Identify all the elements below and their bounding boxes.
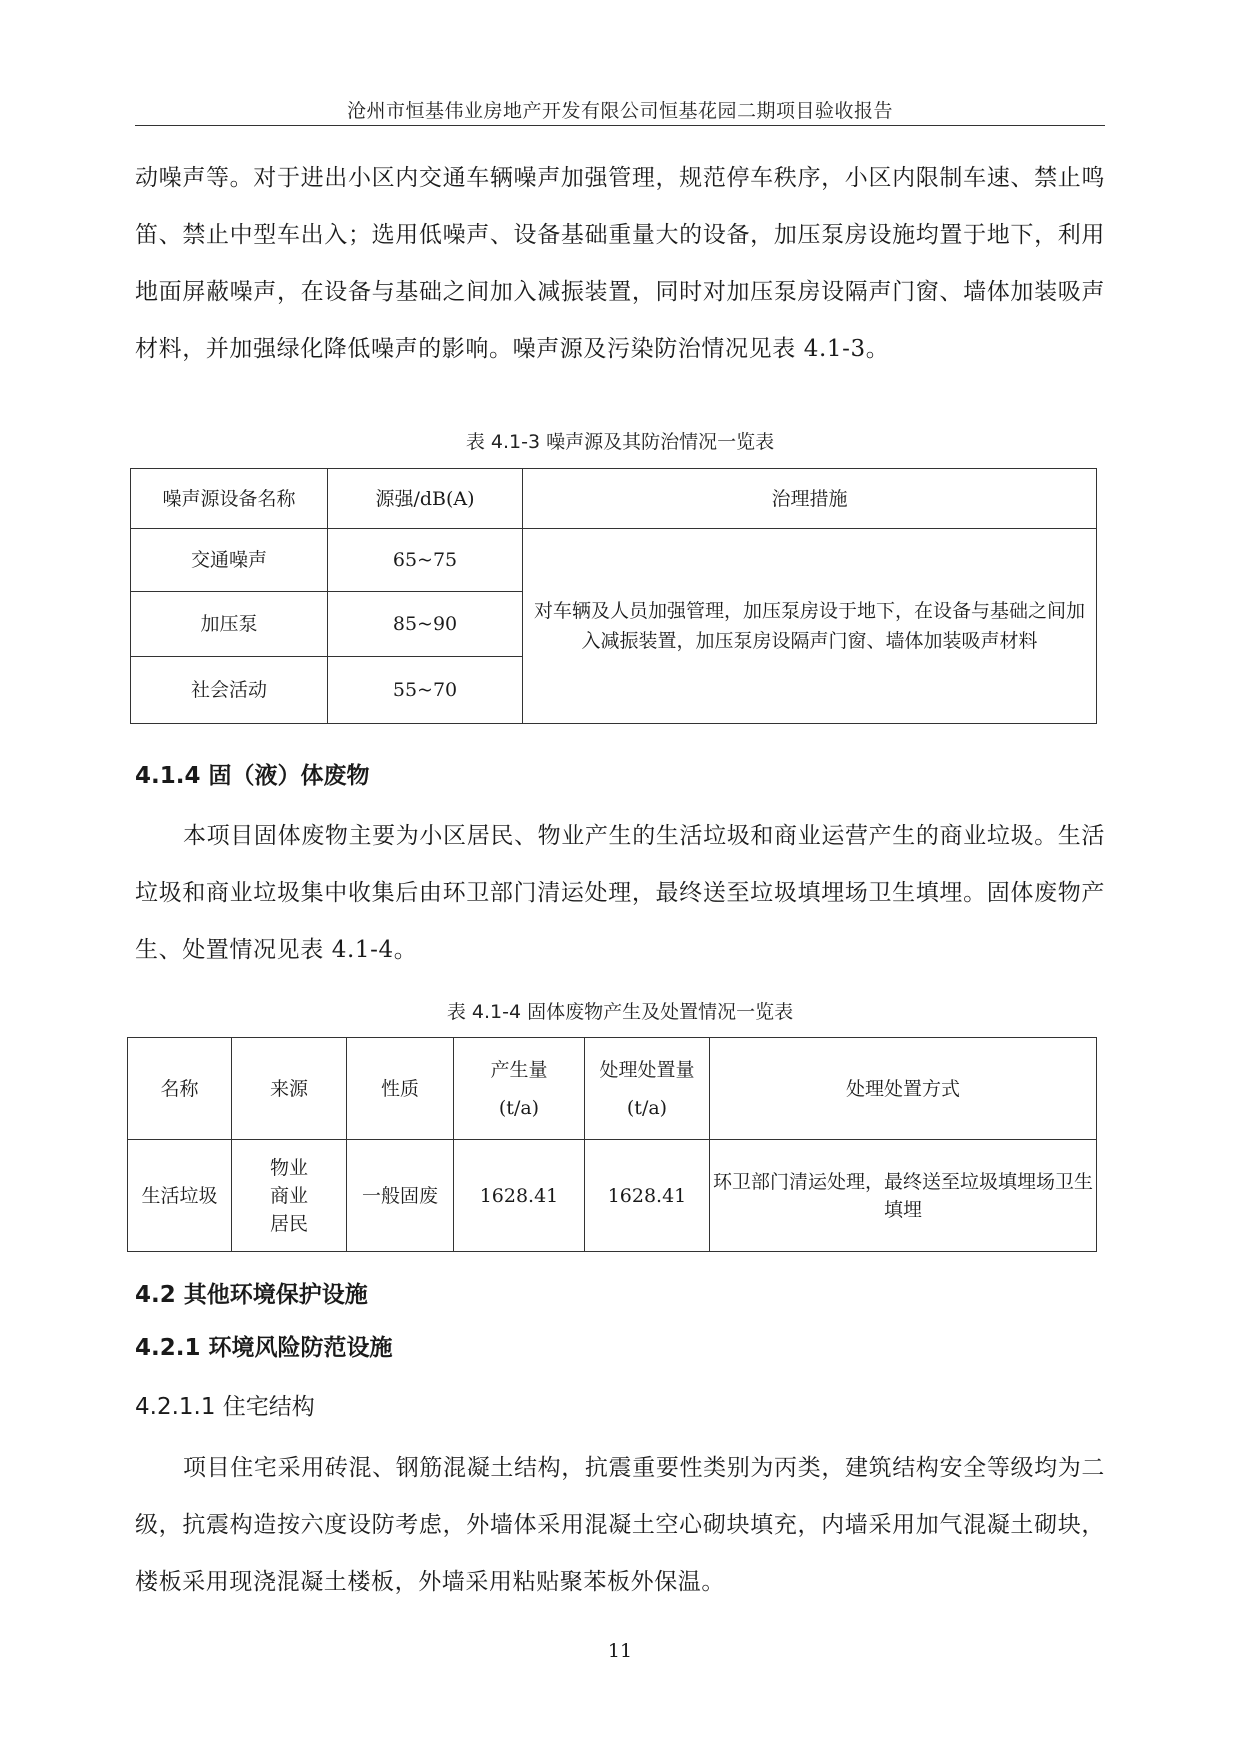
table1-caption: 表 4.1-3 噪声源及其防治情况一览表 bbox=[465, 431, 775, 453]
noise-level: 55~70 bbox=[328, 657, 523, 724]
section-heading-4-2-1: 4.2.1 环境风险防范设施 bbox=[135, 1335, 393, 1361]
section-heading-4-2-1-1: 4.2.1.1 住宅结构 bbox=[135, 1394, 315, 1420]
waste-source: 物业 bbox=[269, 1156, 308, 1179]
section-heading-4-2: 4.2 其他环境保护设施 bbox=[135, 1282, 368, 1308]
waste-disposed: 1628.41 bbox=[585, 1140, 710, 1252]
col-header-method: 处理处置方式 bbox=[710, 1038, 1097, 1140]
document-header: 沧州市恒基伟业房地产开发有限公司恒基花园二期项目验收报告 bbox=[346, 100, 893, 122]
waste-source: 商业 bbox=[269, 1184, 308, 1207]
disposed-unit: (t/a) bbox=[626, 1096, 668, 1119]
disposed-label: 处理处置量 bbox=[599, 1058, 695, 1081]
noise-level: 65~75 bbox=[328, 529, 523, 592]
col-header-source-name: 噪声源设备名称 bbox=[131, 469, 328, 529]
waste-nature: 一般固废 bbox=[347, 1140, 454, 1252]
produced-label: 产生量 bbox=[490, 1058, 548, 1081]
noise-level: 85~90 bbox=[328, 592, 523, 657]
page-number: 11 bbox=[607, 1640, 633, 1662]
table-row bbox=[131, 529, 1097, 592]
header-rule bbox=[135, 125, 1105, 126]
col-header-disposed bbox=[585, 1038, 710, 1140]
table2-caption: 表 4.1-4 固体废物产生及处置情况一览表 bbox=[446, 1001, 794, 1023]
col-header-name: 名称 bbox=[128, 1038, 232, 1140]
col-header-produced bbox=[454, 1038, 585, 1140]
col-header-source: 来源 bbox=[232, 1038, 347, 1140]
noise-measure: 对车辆及人员加强管理，加压泵房设于地下，在设备与基础之间加入减振装置，加压泵房设隔声门窗、墙体加装吸声材料 bbox=[523, 529, 1097, 724]
solid-waste-paragraph: 本项目固体废物主要为小区居民、物业产生的生活垃圾和商业运营产生的商业垃圾。生活垃圾和商业垃圾集中收集后由环卫部门清运处理，最终送至垃圾填埋场卫生填埋。固体废物产生、处置情况见表 4.1-4。 bbox=[135, 823, 1105, 963]
noise-source-name: 加压泵 bbox=[131, 592, 328, 657]
section-heading-4-1-4: 4.1.4 固（液）体废物 bbox=[135, 763, 370, 789]
col-header-measure: 治理措施 bbox=[523, 469, 1097, 529]
col-header-level: 源强/dB(A) bbox=[328, 469, 523, 529]
table-row bbox=[128, 1140, 1097, 1252]
intro-paragraph: 动噪声等。对于进出小区内交通车辆噪声加强管理，规范停车秩序，小区内限制车速、禁止鸣笛、禁止中型车出入；选用低噪声、设备基础重量大的设备，加压泵房设施均置于地下，利用地面屏蔽噪声，在设备与基础之间加入减振装置，同时对加压泵房设隔声门窗、墙体加装吸声材料，并加强绿化降低噪声的影响。噪声源及污染防治情况见表 4.1-3。 bbox=[135, 165, 1105, 362]
table-header-row bbox=[131, 469, 1097, 529]
waste-sources bbox=[232, 1140, 347, 1252]
noise-source-name: 社会活动 bbox=[131, 657, 328, 724]
solid-waste-table bbox=[127, 1037, 1097, 1252]
noise-source-table bbox=[130, 468, 1097, 724]
residential-structure-paragraph: 项目住宅采用砖混、钢筋混凝土结构，抗震重要性类别为丙类，建筑结构安全等级均为二级，抗震构造按六度设防考虑，外墙体采用混凝土空心砌块填充，内墙采用加气混凝土砌块，楼板采用现浇混凝土楼板，外墙采用粘贴聚苯板外保温。 bbox=[135, 1455, 1105, 1595]
produced-unit: (t/a) bbox=[498, 1096, 540, 1119]
noise-source-name: 交通噪声 bbox=[131, 529, 328, 592]
table-header-row bbox=[128, 1038, 1097, 1140]
waste-name: 生活垃圾 bbox=[128, 1140, 232, 1252]
waste-produced: 1628.41 bbox=[454, 1140, 585, 1252]
waste-source: 居民 bbox=[269, 1212, 308, 1235]
waste-method: 环卫部门清运处理，最终送至垃圾填埋场卫生填埋 bbox=[710, 1140, 1097, 1252]
col-header-nature: 性质 bbox=[347, 1038, 454, 1140]
